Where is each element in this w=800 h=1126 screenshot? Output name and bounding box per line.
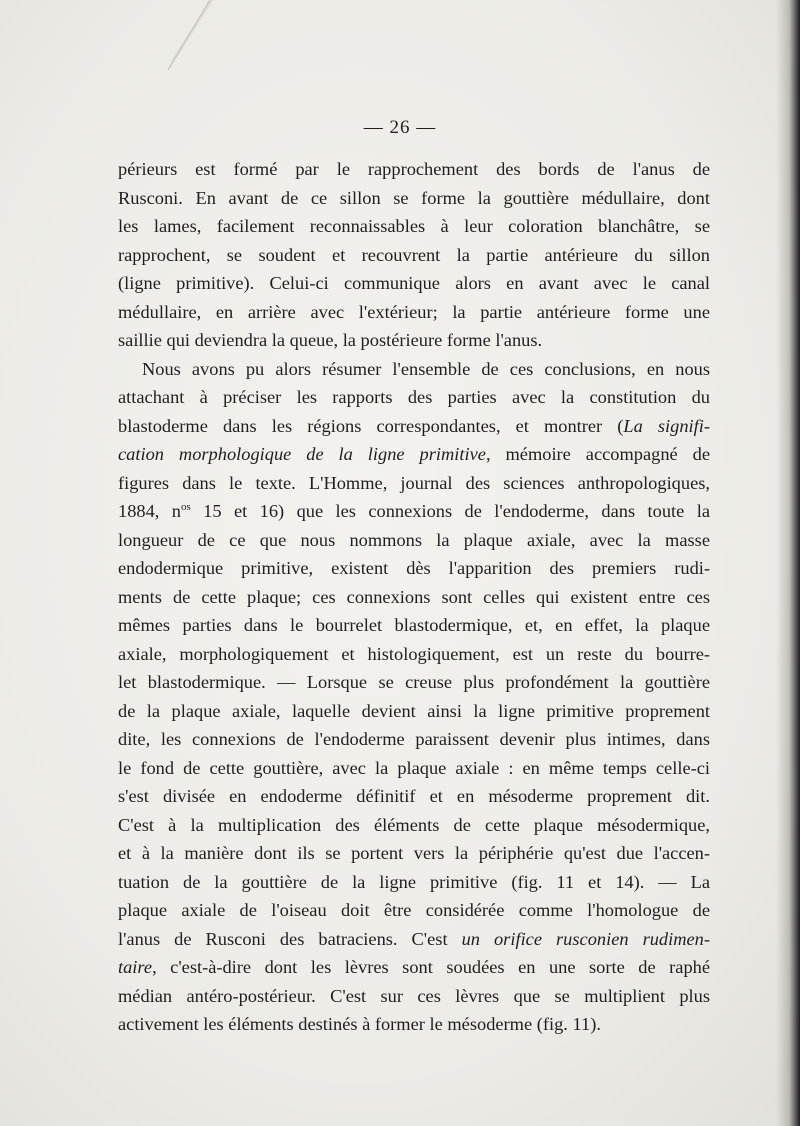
text-run: mêmes parties dans le bourrelet blastodermique, et, en effet, la plaque [118, 615, 710, 635]
text-line [118, 583, 710, 612]
page-number: — 26 — [363, 117, 437, 138]
body-text [118, 155, 710, 1039]
text-line [118, 241, 710, 270]
text-run: , mémoire accompagné de [485, 444, 711, 464]
text-run: rapprochent, se soudent et recouvrent la partie antérieure du sillon [118, 244, 710, 265]
text-line [118, 497, 710, 526]
text-line [118, 925, 710, 954]
text-run: longueur de ce que nous nommons la plaque axiale, avec la masse [118, 529, 710, 550]
text-run: 1884, n [118, 501, 181, 521]
text-run: l'anus de Rusconi des batraciens. C'est [118, 928, 462, 949]
text-line [118, 839, 710, 868]
text-run: dite, les connexions de l'endoderme paraissent devenir plus intimes, dans [118, 729, 710, 749]
text-line [118, 554, 710, 583]
text-run: tuation de la gouttière de la ligne primitive (fig. 11 et 14). — La [118, 871, 710, 892]
text-line [118, 184, 710, 213]
text-line [118, 298, 710, 327]
text-run: C'est à la multiplication des éléments de cette plaque mésodermique, [118, 814, 710, 835]
paragraph [118, 355, 710, 1039]
text-line [118, 383, 710, 412]
text-run: médullaire, en arrière avec l'extérieur; la partie antérieure forme une [118, 301, 710, 322]
italic-text-run: un orifice rusconien rudimen- [461, 928, 710, 949]
text-line [118, 269, 710, 298]
text-line [118, 440, 710, 469]
page-edge-shadow [776, 0, 800, 1126]
text-line [118, 526, 710, 555]
text-run: Nous avons pu alors résumer l'ensemble de ces conclusions, en nous [142, 358, 710, 379]
text-run: et à la manière dont ils se portent vers la périphérie qu'est due l'accen- [118, 843, 710, 863]
text-run: plaque axiale de l'oiseau doit être considérée comme l'homologue de [118, 900, 710, 920]
text-run: le fond de cette gouttière, avec la plaque axiale : en même temps celle-ci [118, 757, 710, 778]
text-run: de la plaque axiale, laquelle devient ainsi la ligne primitive proprement [118, 700, 710, 721]
text-run: Rusconi. En avant de ce sillon se forme la gouttière médullaire, dont [118, 187, 710, 208]
text-line [118, 469, 710, 498]
italic-text-run: cation morphologique de la ligne primitive [118, 444, 486, 464]
text-line [118, 782, 710, 811]
text-line [118, 725, 710, 754]
text-line [118, 611, 710, 640]
text-run: médian antéro-postérieur. C'est sur ces lèvres que se multiplient plus [118, 985, 710, 1006]
text-run: activement les éléments destinés à former le mésoderme (fig. 11). [118, 1014, 601, 1034]
text-line [118, 212, 710, 241]
text-run: , c'est-à-dire dont les lèvres sont soudées en une sorte de raphé [152, 957, 710, 977]
text-line [118, 355, 710, 384]
text-run: saillie qui deviendra la queue, la postérieure forme l'anus. [118, 330, 543, 350]
text-run: os [180, 500, 191, 513]
text-line [118, 811, 710, 840]
text-run: ments de cette plaque; ces connexions sont celles qui existent entre ces [118, 586, 710, 607]
text-line [118, 640, 710, 669]
text-line [118, 982, 710, 1011]
text-run: axiale, morphologiquement et histologiquement, est un reste du bourre- [118, 643, 710, 664]
text-run: endodermique primitive, existent dès l'apparition des premiers rudi- [118, 558, 710, 578]
text-line [118, 896, 710, 925]
text-line [118, 326, 710, 355]
text-run: s'est divisée en endoderme définitif et en mésoderme proprement dit. [118, 786, 710, 806]
text-run: les lames, facilement reconnaissables à leur coloration blanchâtre, se [118, 216, 710, 236]
text-line [118, 697, 710, 726]
text-line [118, 953, 710, 982]
text-line [118, 668, 710, 697]
text-line [118, 1010, 710, 1039]
text-run: blastoderme dans les régions correspondantes, et montrer ( [118, 415, 624, 436]
text-run: let blastodermique. — Lorsque se creuse plus profondément la gouttière [118, 672, 710, 692]
text-run: périeurs est formé par le rapprochement des bords de l'anus de [118, 159, 710, 179]
text-line [118, 868, 710, 897]
text-run: figures dans le texte. L'Homme, journal des sciences anthropologiques, [118, 472, 710, 493]
text-run: (ligne primitive). Celui-ci communique alors en avant avec le canal [118, 273, 710, 293]
text-line [118, 754, 710, 783]
paragraph [118, 155, 710, 355]
italic-text-run: taire [118, 957, 153, 977]
text-line [118, 155, 710, 184]
text-line [118, 412, 710, 441]
text-run: 15 et 16) que les connexions de l'endoderme, dans toute la [190, 501, 710, 521]
italic-text-run: La signifi- [623, 415, 710, 436]
text-run: attachant à préciser les rapports des parties avec la constitution du [118, 387, 710, 407]
